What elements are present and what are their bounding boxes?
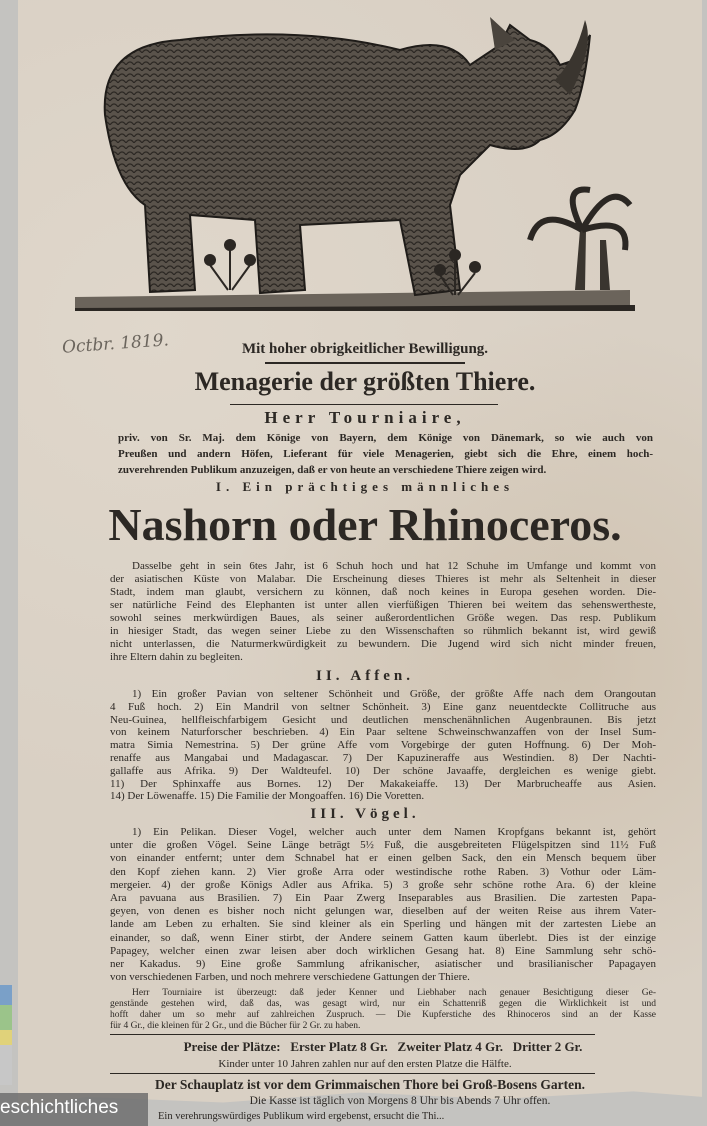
- final-line: Ein verehrungswürdiges Publikum wird ergebenst, ersucht die Thi...: [158, 1111, 445, 1122]
- text-line: matra Simia Nemestrina. 5) Der grüne Affe vom Vorgebirge der guten Hoffnung. 6) Der Moh-: [110, 739, 656, 752]
- intro-text: [118, 430, 653, 478]
- text-line: ner Kakadus. 9) Eine große Sammlung afrikanischer, asiatischer und brasilianischer Papagayen: [110, 958, 656, 971]
- divider: [265, 362, 465, 364]
- text-line: den Kopf ziehen kann. 2) Vier große Arra oder westindische rothe Raben. 3) Vothur oder Läm-: [110, 865, 656, 878]
- text-line: renaffe aus Mangabai und Madagascar. 7) Der Kapuzineraffe aus Westindien. 8) Der Nachti-: [110, 751, 656, 764]
- text-line: Herr Tourniaire ist überzeugt: daß jeder Kenner und Liebhaber nach genauer Besichtigung dieser Ge-: [132, 988, 656, 998]
- color-calibration-strip: [0, 985, 12, 1085]
- text-line: Papagey, welcher einen zwar leisen aber doch wirklichen Gesang hat. 8) Eine Sammlung sehr schö-: [110, 944, 656, 957]
- text-line: Ara pavuana aus Brasilien. 7) Ein Paar Zwerg Inseparables aus Brasilien. Die zartesten Papa-: [110, 892, 656, 905]
- section3-heading: III. Vögel.: [310, 806, 420, 822]
- palm-tree: [530, 190, 630, 291]
- text-line: hofft daher um so mehr auf zahlreichen Zuspruch. — Die Kupferstiche des Rhinoceros sind an der Kasse: [110, 1010, 656, 1020]
- divider: [230, 404, 498, 405]
- text-line: geyen, von denen es bisher noch nicht gelungen war, dieselben auf der weiten Reise aus ihrem Vater-: [110, 905, 656, 918]
- divider: [110, 1034, 595, 1035]
- handwritten-date: Octbr. 1819.: [61, 330, 170, 358]
- ground: [75, 290, 630, 308]
- text-line: 11) Der Sphinxaffe aus Bornes. 12) Der Makakeiaffe. 13) Der Marbrucheaffe aus Asien.: [110, 777, 656, 790]
- text-line: mergeier. 4) der große Königs Adler aus Afrika. 5) 3 große sehr schöne rothe Ara. 6) der kleine: [110, 878, 656, 891]
- text-line: von keinem Naturforscher beschrieben. 4) Ein Paar seltene Schweinschwanzaffen von der Insel Sum-: [110, 726, 656, 739]
- text-line: einander, so daß, wenn Einer stirbt, der Andere seinem Gatten kaum überlebt. Dies ist der einzige: [110, 931, 656, 944]
- text-line: priv. von Sr. Maj. dem Könige von Bayern, dem Könige von Dänemark, so wie auch von: [118, 432, 653, 444]
- headline: Nashorn oder Rhinoceros.: [108, 499, 622, 550]
- text-line: in hiesiger Stadt, das wegen seiner Liebe zu den Wissenschaften so rühmlich bekannt ist, wird gewiß: [110, 625, 656, 637]
- section1-lead: I. Ein prächtiges männliches: [215, 479, 515, 494]
- text-line: für 4 Gr., die kleinen für 2 Gr., und die Bücher für 2 Gr. zu haben.: [110, 1021, 361, 1031]
- prices-line: Preise der Plätze: Erster Platz 8 Gr. Zweiter Platz 4 Gr. Dritter 2 Gr.: [183, 1039, 583, 1054]
- rhinoceros-woodcut: [70, 5, 640, 325]
- venue-line: Der Schauplatz ist vor dem Grimmaischen Thore bei Groß-Bosens Garten.: [155, 1077, 585, 1092]
- closing-text: [110, 988, 656, 1032]
- text-line: zuverehrenden Publikum anzuzeigen, daß er von heute an verschiedene Thiere zeigen wird.: [118, 464, 547, 476]
- proprietor-name: Herr Tourniaire,: [264, 408, 466, 427]
- rhino-body: [105, 25, 590, 295]
- voegel-list: [110, 826, 656, 984]
- hours-line: Die Kasse ist täglich von Morgens 8 Uhr bis Abends 7 Uhr offen.: [249, 1095, 551, 1107]
- text-line: von einander entfernt; unter dem Schnabel hat er einen gelben Sack, den ein Mensch bequem über: [110, 852, 656, 865]
- section2-heading: II. Affen.: [316, 668, 414, 684]
- text-line: 1) Ein Pelikan. Dieser Vogel, welcher auch unter dem Namen Kropfgans bekannt ist, gehört: [132, 826, 656, 838]
- text-line: 4 Fuß hoch. 2) Ein Mandril von seltner Schönheit. 3) Eine ganz neuentdeckte Collitruche aus: [110, 700, 656, 713]
- archive-watermark: eschichtliches: [0, 1093, 148, 1126]
- divider: [110, 1073, 595, 1074]
- text-line: sowohl seines merkwürdigen Baues, als seiner außerordentlichen Größe wegen. Das resp. Publikum: [110, 612, 656, 624]
- text-line: 1) Ein großer Pavian von seltener Schönheit und Größe, der größte Affe nach dem Orangoutan: [132, 688, 656, 700]
- text-line: der asiatischen Küste von Malabar. Die Erscheinung dieses Thieres ist mehr als Seltenheit in dieser: [110, 573, 656, 585]
- text-line: ihre Eltern dahin zu begleiten.: [110, 651, 243, 663]
- text-line: Dasselbe geht in sein 6tes Jahr, ist 6 Schuh hoch und hat 12 Schuhe im Umfange und kommt von: [132, 560, 656, 572]
- affen-list: [110, 688, 656, 803]
- children-note: Kinder unter 10 Jahren zahlen nur auf den ersten Platze die Hälfte.: [218, 1058, 512, 1070]
- text-line: lande am Leben zu erhalten. Sie sind kleiner als ein Sperling und hängen mit der zartesten Liebe an: [110, 918, 656, 931]
- text-line: genstände gestehen wird, daß das, was gesagt wird, nur ein Schattenriß gegen die Wirklichkeit ist und: [110, 999, 656, 1009]
- text-line: Neu-Guinea, hellfleischfarbigem Gesicht und deutlichen menschenähnlichen Augenbraunen. Bis jetzt: [110, 713, 656, 726]
- text-line: 14) Der Löwenaffe. 15) Die Familie der Mongoaffen. 16) Die Voretten.: [110, 790, 425, 803]
- text-line: ser natürliche Feind des Elephanten ist unter allen vierfüßigen Thieren bei weitem das sehenswertheste,: [110, 599, 656, 611]
- text-line: nicht unterlassen, die Naturmerkwürdigkeit zu bewundern. Die Jugend wird sich nicht minder freuen,: [110, 638, 656, 650]
- approval-line: Mit hoher obrigkeitlicher Bewilligung.: [241, 341, 489, 357]
- text-line: unter die großen Vögel. Seine Länge beträgt 5½ Fuß, die ausgebreiteten Flügelspitzen sind 11½ Fuß: [110, 839, 656, 852]
- text-line: gallaffe aus Afrika. 9) Der Waldteufel. 10) Der schöne Javaaffe, dergleichen es wenige giebt.: [110, 764, 656, 777]
- page-title: Menagerie der größten Thiere.: [194, 367, 536, 396]
- text-line: Preußen und andern Höfen, Lieferant für viele Menagerien, giebt sich die Ehre, einem hoch-: [118, 448, 653, 460]
- rhino-description: [110, 560, 656, 664]
- text-line: Stadt, indem man glaubt, versichern zu können, daß noch keines in Europa gesehen worden. Die-: [110, 586, 656, 598]
- text-line: von verschiedenen Farben, und noch mehrere verschiedene Gattungen der Thiere.: [110, 971, 470, 984]
